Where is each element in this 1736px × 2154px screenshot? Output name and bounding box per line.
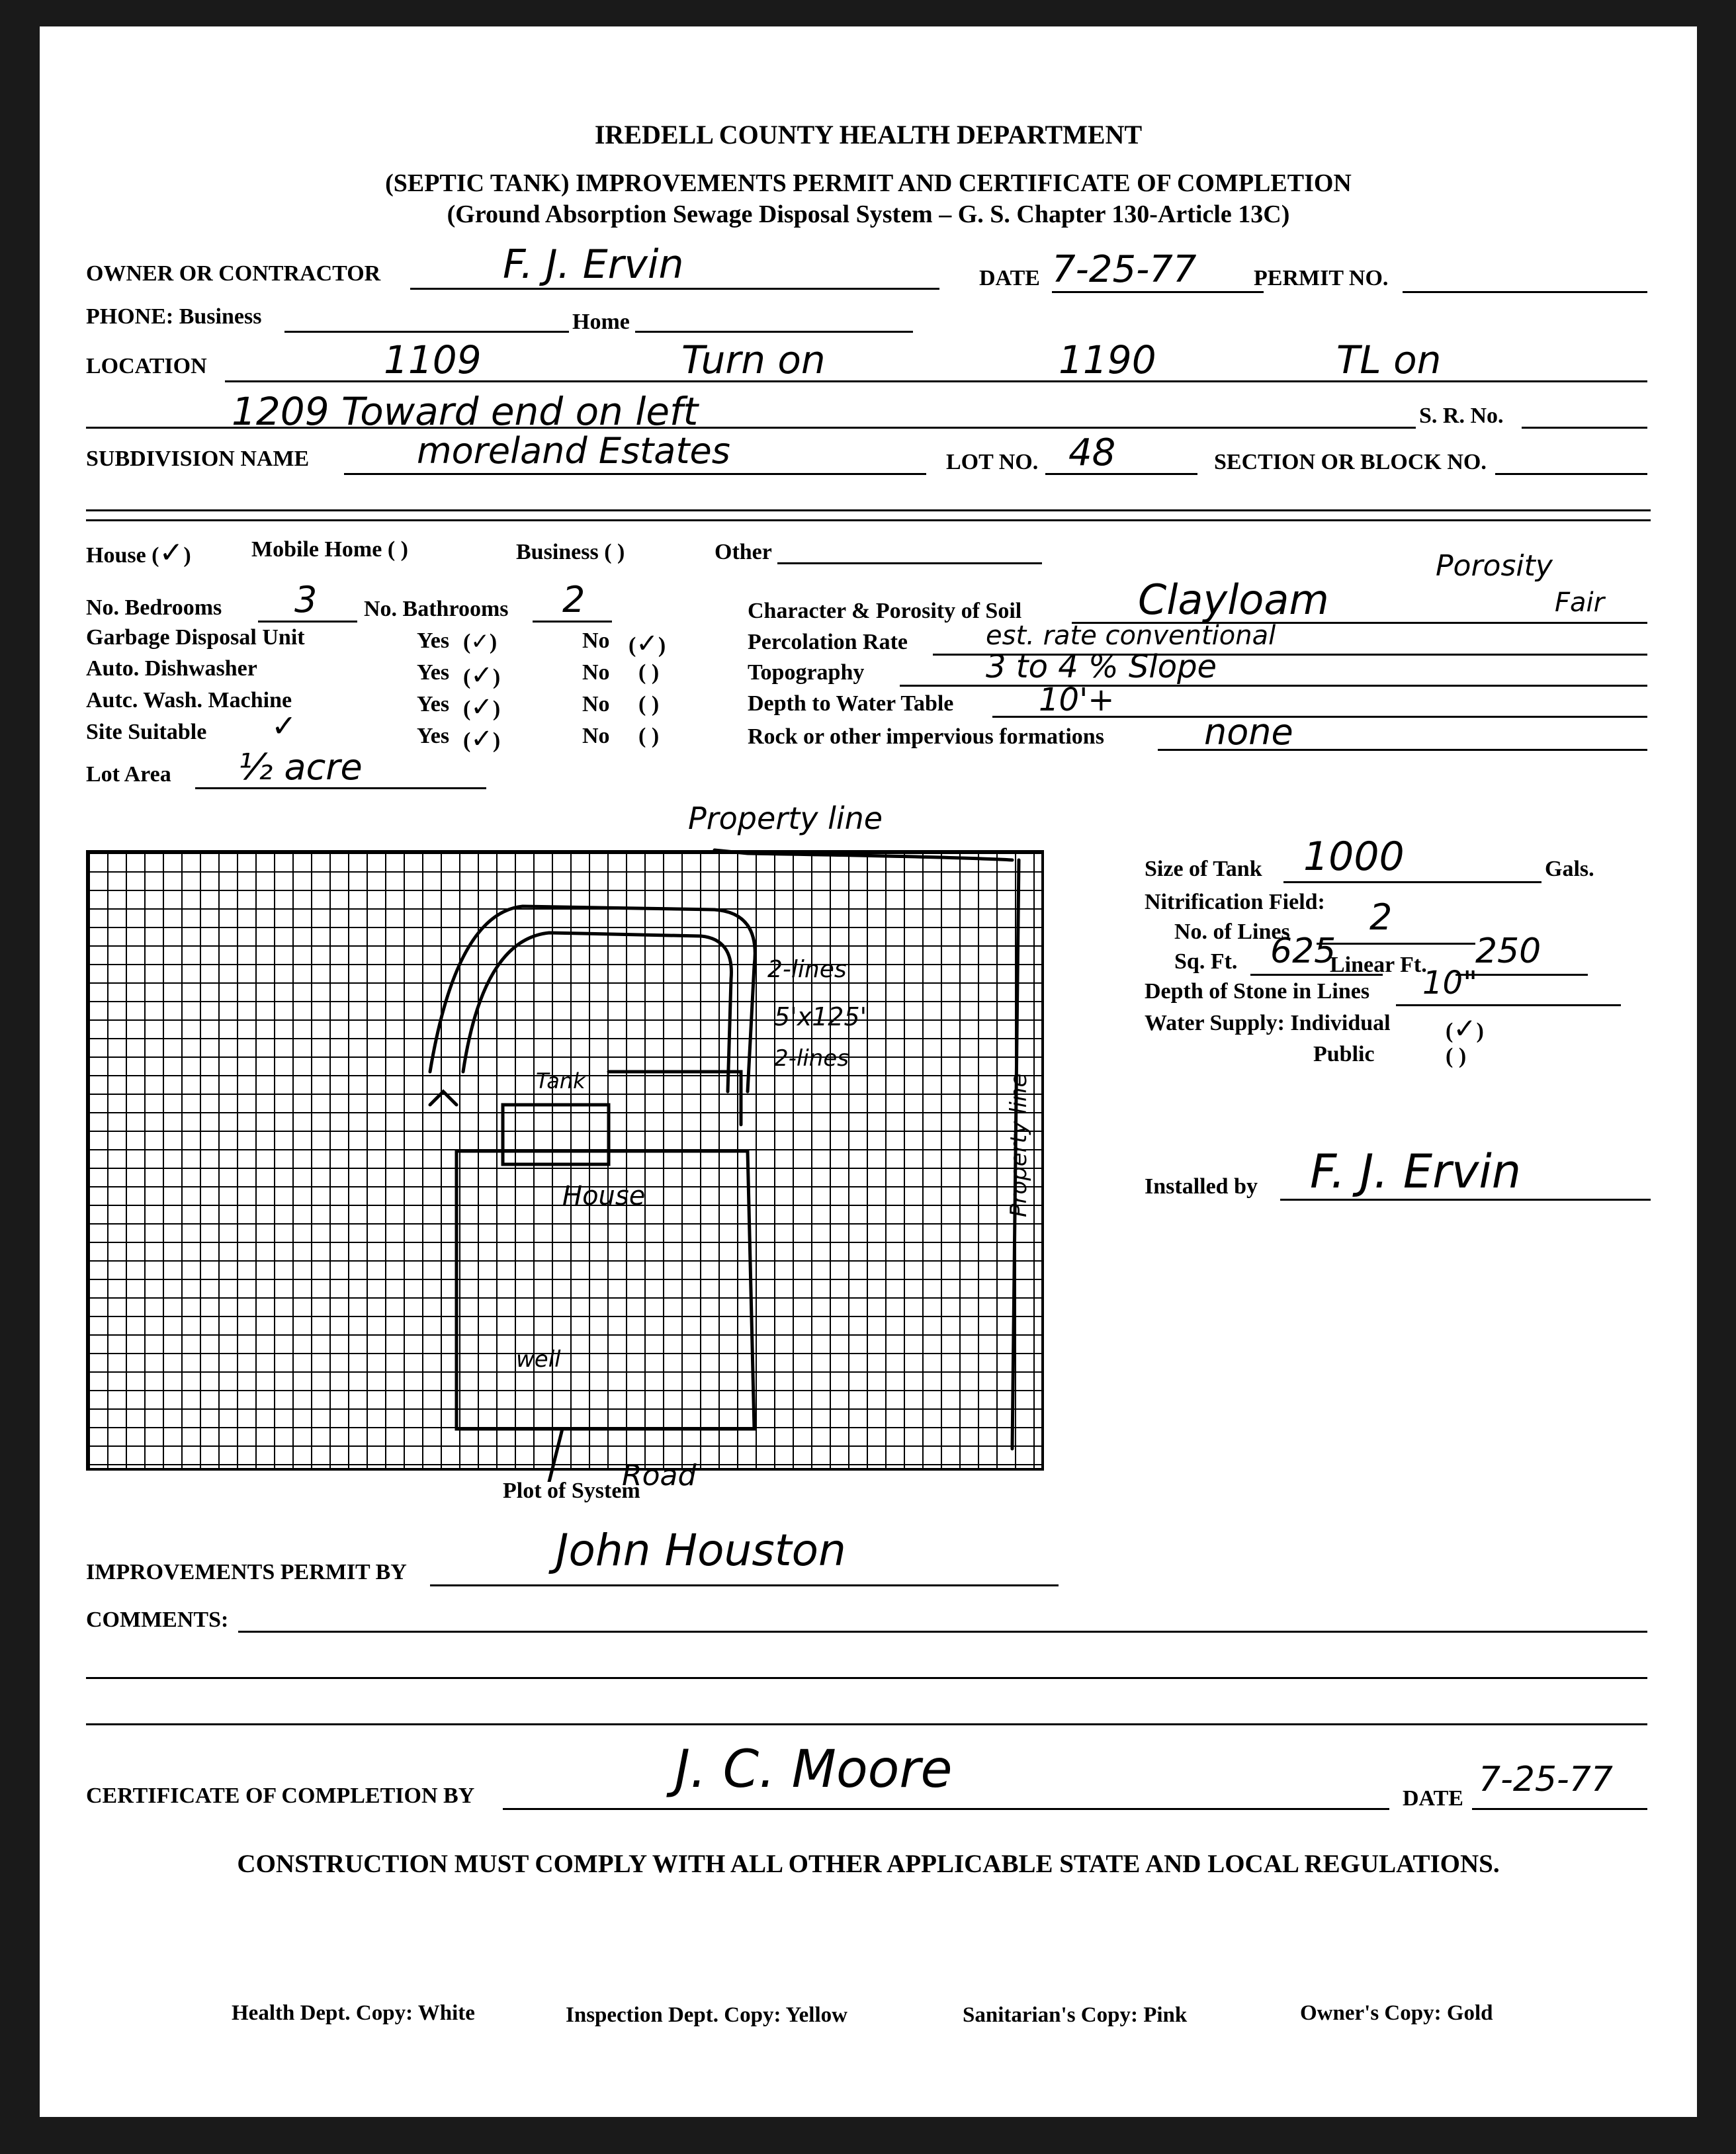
bedrooms-label: No. Bedrooms <box>86 595 222 620</box>
improvements-value: John Houston <box>556 1525 846 1576</box>
gals-label: Gals. <box>1545 857 1594 881</box>
nitrification-label: Nitrification Field: <box>1145 890 1325 914</box>
location-value-1b: Turn on <box>681 337 826 382</box>
site-suitable-label: Site Suitable <box>86 720 207 744</box>
copy-sanitarian: Sanitarian's Copy: Pink <box>963 2003 1188 2027</box>
bathrooms-value: 2 <box>562 579 586 621</box>
plot-tank: Tank <box>536 1068 586 1094</box>
public-box: ( ) <box>1446 1044 1467 1068</box>
improvements-label: IMPROVEMENTS PERMIT BY <box>86 1560 407 1584</box>
permit-document <box>40 26 1697 2117</box>
location-value-2: 1209 Toward end on left <box>232 389 699 434</box>
section-block-line <box>1495 473 1647 475</box>
plot-house: House <box>562 1181 646 1211</box>
topography-label: Topography <box>748 660 865 685</box>
soil-value: Clayloam <box>1138 576 1329 624</box>
water-supply-label: Water Supply: Individual <box>1145 1011 1391 1035</box>
sketch-tank-box <box>503 1105 609 1164</box>
stone-depth-line <box>1396 1004 1621 1006</box>
compliance-notice: CONSTRUCTION MUST COMPLY WITH ALL OTHER APPLICABLE STATE AND LOCAL REGULATIONS. <box>237 1850 1500 1878</box>
phone-business-line <box>284 331 569 333</box>
installed-by-label: Installed by <box>1145 1174 1258 1199</box>
soil-note-2: Fair <box>1555 587 1605 618</box>
site-suitable-no-label: No <box>582 724 610 748</box>
dishwasher-yes-label: Yes <box>417 660 450 685</box>
owner-value: F. J. Ervin <box>503 241 684 288</box>
permit-no-label: PERMIT NO. <box>1254 266 1389 290</box>
no-lines-value: 2 <box>1369 896 1393 938</box>
bathrooms-line <box>533 621 612 623</box>
phone-home-label: Home <box>572 310 630 334</box>
bathrooms-label: No. Bathrooms <box>364 597 509 621</box>
dishwasher-no-label: No <box>582 660 610 685</box>
plot-lines-note-3: 2-lines <box>774 1045 849 1072</box>
site-suitable-no-box: ( ) <box>638 724 660 748</box>
date-value: 7-25-77 <box>1052 248 1197 291</box>
cert-date-label: DATE <box>1403 1786 1463 1811</box>
subdivision-label: SUBDIVISION NAME <box>86 447 310 471</box>
sr-no-line <box>1522 427 1647 429</box>
rock-label: Rock or other impervious formations <box>748 724 1104 749</box>
plot-lines-note-2: 5'x125' <box>774 1002 867 1031</box>
linear-ft-label: Linear Ft. <box>1330 953 1427 977</box>
garbage-yes-box: (✓) <box>463 628 498 655</box>
plot-caption: Plot of System <box>503 1479 640 1503</box>
sr-no-label: S. R. No. <box>1419 404 1504 428</box>
water-table-value: 10'+ <box>1039 681 1115 718</box>
sketch-field-inner <box>463 933 731 1092</box>
tank-size-label: Size of Tank <box>1145 857 1262 881</box>
bedrooms-line <box>258 621 357 623</box>
water-table-label: Depth to Water Table <box>748 691 954 716</box>
water-individual-box: (✓) <box>1446 1012 1484 1045</box>
perc-rate-label: Percolation Rate <box>748 630 908 654</box>
date-line <box>1052 291 1264 293</box>
dishwasher-no-box: ( ) <box>638 660 660 685</box>
section-block-label: SECTION OR BLOCK NO. <box>1214 450 1487 474</box>
installed-by-value: F. J. Ervin <box>1310 1144 1522 1199</box>
plot-sketch <box>86 820 1078 1482</box>
wash-machine-label: Autc. Wash. Machine <box>86 688 292 712</box>
comments-label: COMMENTS: <box>86 1608 229 1632</box>
comments-line-3 <box>86 1723 1647 1725</box>
other-line <box>777 562 1042 564</box>
dishwasher-yes-box: (✓) <box>463 660 501 691</box>
phone-home-line <box>635 331 913 333</box>
improvements-line <box>430 1584 1059 1586</box>
sq-ft-label: Sq. Ft. <box>1174 949 1238 974</box>
topography-value: 3 to 4 % Slope <box>986 648 1217 685</box>
soil-label: Character & Porosity of Soil <box>748 599 1022 623</box>
soil-note-1: Porosity <box>1436 549 1553 583</box>
wash-machine-no-box: ( ) <box>638 692 660 716</box>
subdivision-line <box>344 473 926 475</box>
wash-machine-yes-box: (✓) <box>463 692 501 722</box>
comments-line-2 <box>86 1677 1647 1679</box>
plot-side-label: Property line <box>1006 1073 1032 1217</box>
perc-rate-value: est. rate conventional <box>986 621 1276 651</box>
house-check: ✓ <box>159 536 184 570</box>
owner-line <box>410 288 939 290</box>
comments-line-1 <box>238 1631 1647 1633</box>
cert-date-value: 7-25-77 <box>1479 1760 1613 1799</box>
plot-lines-note-1: 2-lines <box>767 956 847 983</box>
copy-owner: Owner's Copy: Gold <box>1300 2001 1493 2025</box>
copy-inspection: Inspection Dept. Copy: Yellow <box>566 2003 847 2027</box>
certificate-signature: J. C. Moore <box>675 1740 953 1799</box>
garbage-no-box: (✓) <box>629 628 666 659</box>
no-lines-line <box>1317 943 1475 945</box>
house-label: House (✓) <box>86 536 191 570</box>
cert-date-line <box>1472 1808 1647 1810</box>
plot-property-line: Property line <box>688 800 883 836</box>
stone-depth-value: 10" <box>1422 965 1478 1002</box>
divider-rule-1 <box>86 509 1651 511</box>
date-label: DATE <box>979 266 1040 290</box>
lot-no-value: 48 <box>1068 431 1116 474</box>
sketch-tank-box-2 <box>609 1072 741 1125</box>
plot-road: Road <box>622 1459 697 1492</box>
location-value-1c: 1190 <box>1059 337 1156 382</box>
lot-area-value: ½ acre <box>238 746 363 788</box>
site-suitable-note: ✓ <box>271 708 297 744</box>
wash-machine-no-label: No <box>582 692 610 716</box>
location-value-1d: TL on <box>1336 337 1442 382</box>
plot-well: well <box>516 1346 561 1373</box>
sketch-pipe <box>430 1092 456 1105</box>
permit-no-line <box>1403 291 1647 293</box>
public-label: Public <box>1313 1042 1375 1066</box>
site-suitable-yes-label: Yes <box>417 724 450 748</box>
location-label: LOCATION <box>86 354 207 378</box>
site-suitable-yes-box: (✓) <box>463 724 501 754</box>
rock-value: none <box>1204 711 1293 753</box>
garbage-label: Garbage Disposal Unit <box>86 625 305 650</box>
no-lines-label: No. of Lines <box>1174 920 1290 944</box>
linear-ft-value: 250 <box>1475 931 1541 971</box>
garbage-no-label: No <box>582 628 610 653</box>
wash-machine-yes-label: Yes <box>417 692 450 716</box>
owner-label: OWNER OR CONTRACTOR <box>86 261 381 286</box>
mobile-home-label: Mobile Home ( ) <box>251 537 408 562</box>
divider-rule-2 <box>86 519 1651 521</box>
form-title: (SEPTIC TANK) IMPROVEMENTS PERMIT AND CERTIFICATE OF COMPLETION <box>385 169 1352 197</box>
dishwasher-label: Auto. Dishwasher <box>86 656 257 681</box>
form-subtitle: (Ground Absorption Sewage Disposal System – G. S. Chapter 130-Article 13C) <box>447 200 1290 228</box>
installed-by-line <box>1280 1199 1651 1201</box>
bedrooms-value: 3 <box>294 579 318 621</box>
sq-ft-value: 625 <box>1270 931 1336 971</box>
stone-depth-label: Depth of Stone in Lines <box>1145 979 1370 1004</box>
tank-size-value: 1000 <box>1303 834 1405 880</box>
sketch-property-line-top <box>715 850 1012 860</box>
lot-no-label: LOT NO. <box>946 450 1039 474</box>
garbage-yes-label: Yes <box>417 628 450 653</box>
phone-business-label: PHONE: Business <box>86 304 262 329</box>
certificate-label: CERTIFICATE OF COMPLETION BY <box>86 1784 475 1808</box>
other-label: Other <box>715 540 772 564</box>
subdivision-value: moreland Estates <box>417 430 730 472</box>
department-title: IREDELL COUNTY HEALTH DEPARTMENT <box>594 120 1143 150</box>
sketch-road <box>549 1429 562 1482</box>
copy-health: Health Dept. Copy: White <box>232 2001 475 2025</box>
tank-size-line <box>1283 881 1541 883</box>
business-label: Business ( ) <box>516 540 625 564</box>
location-value-1a: 1109 <box>384 337 482 382</box>
lot-area-label: Lot Area <box>86 762 171 787</box>
certificate-line <box>503 1808 1389 1810</box>
